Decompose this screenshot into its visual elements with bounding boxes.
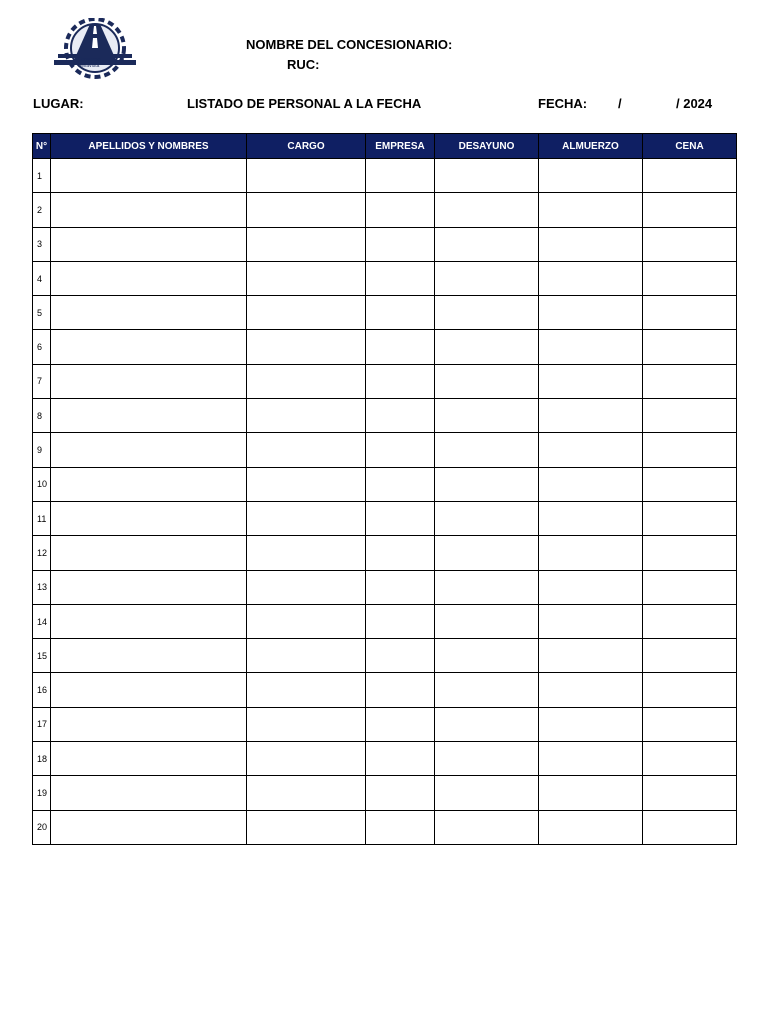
names-cell[interactable] (51, 261, 247, 295)
position-cell[interactable] (247, 810, 366, 844)
lunch-cell[interactable] (539, 536, 643, 570)
breakfast-cell[interactable] (435, 364, 539, 398)
row-number: 17 (33, 707, 51, 741)
table-row (33, 433, 737, 467)
names-cell[interactable] (51, 364, 247, 398)
company-cell[interactable] (366, 810, 435, 844)
position-cell[interactable] (247, 364, 366, 398)
names-cell[interactable] (51, 707, 247, 741)
dinner-cell[interactable] (643, 364, 737, 398)
row-number: 12 (33, 536, 51, 570)
dinner-cell[interactable] (643, 639, 737, 673)
table-row (33, 810, 737, 844)
position-cell[interactable] (247, 159, 366, 193)
lunch-cell[interactable] (539, 193, 643, 227)
breakfast-cell[interactable] (435, 742, 539, 776)
position-cell[interactable] (247, 570, 366, 604)
row-number: 19 (33, 776, 51, 810)
breakfast-cell[interactable] (435, 433, 539, 467)
position-cell[interactable] (247, 639, 366, 673)
position-cell[interactable] (247, 399, 366, 433)
row-number: 4 (33, 261, 51, 295)
col-breakfast-header: DESAYUNO (435, 134, 539, 159)
row-number: 2 (33, 193, 51, 227)
company-cell[interactable] (366, 399, 435, 433)
company-cell[interactable] (366, 296, 435, 330)
col-dinner-header: CENA (643, 134, 737, 159)
names-cell[interactable] (51, 227, 247, 261)
table-header-row (33, 134, 737, 159)
dinner-cell[interactable] (643, 399, 737, 433)
names-cell[interactable] (51, 604, 247, 638)
lunch-cell[interactable] (539, 639, 643, 673)
row-number: 9 (33, 433, 51, 467)
row-number: 13 (33, 570, 51, 604)
table-row (33, 399, 737, 433)
table-row (33, 227, 737, 261)
row-number: 1 (33, 159, 51, 193)
breakfast-cell[interactable] (435, 159, 539, 193)
row-number: 16 (33, 673, 51, 707)
breakfast-cell[interactable] (435, 673, 539, 707)
dinner-cell[interactable] (643, 261, 737, 295)
table-row (33, 673, 737, 707)
dinner-cell[interactable] (643, 296, 737, 330)
personnel-table (32, 133, 737, 845)
row-number: 5 (33, 296, 51, 330)
table-row (33, 467, 737, 501)
row-number: 10 (33, 467, 51, 501)
names-cell[interactable] (51, 776, 247, 810)
company-cell[interactable] (366, 536, 435, 570)
position-cell[interactable] (247, 776, 366, 810)
company-cell[interactable] (366, 776, 435, 810)
date-separator: / (618, 96, 622, 111)
dinner-cell[interactable] (643, 159, 737, 193)
ruc-label: RUC: (287, 57, 320, 72)
company-cell[interactable] (366, 467, 435, 501)
company-cell[interactable] (366, 364, 435, 398)
names-cell[interactable] (51, 673, 247, 707)
breakfast-cell[interactable] (435, 707, 539, 741)
table-row (33, 536, 737, 570)
gear-road-logo-icon (50, 18, 140, 80)
lunch-cell[interactable] (539, 467, 643, 501)
position-cell[interactable] (247, 467, 366, 501)
names-cell[interactable] (51, 330, 247, 364)
breakfast-cell[interactable] (435, 467, 539, 501)
table-row (33, 193, 737, 227)
company-cell[interactable] (366, 604, 435, 638)
place-label: LUGAR: (33, 96, 84, 111)
breakfast-cell[interactable] (435, 639, 539, 673)
date-label: FECHA: (538, 96, 588, 111)
table-row (33, 330, 737, 364)
position-cell[interactable] (247, 433, 366, 467)
lunch-cell[interactable] (539, 810, 643, 844)
breakfast-cell[interactable] (435, 776, 539, 810)
breakfast-cell[interactable] (435, 193, 539, 227)
breakfast-cell[interactable] (435, 261, 539, 295)
table-row (33, 159, 737, 193)
breakfast-cell[interactable] (435, 570, 539, 604)
names-cell[interactable] (51, 296, 247, 330)
position-cell[interactable] (247, 227, 366, 261)
lunch-cell[interactable] (539, 330, 643, 364)
company-cell[interactable] (366, 639, 435, 673)
table-row (33, 364, 737, 398)
row-number: 7 (33, 364, 51, 398)
table-row (33, 570, 737, 604)
table-row (33, 639, 737, 673)
row-number: 8 (33, 399, 51, 433)
breakfast-cell[interactable] (435, 501, 539, 535)
names-cell[interactable] (51, 193, 247, 227)
table-row (33, 296, 737, 330)
lunch-cell[interactable] (539, 501, 643, 535)
breakfast-cell[interactable] (435, 296, 539, 330)
company-cell[interactable] (366, 330, 435, 364)
dinner-cell[interactable] (643, 810, 737, 844)
table-row (33, 707, 737, 741)
names-cell[interactable] (51, 742, 247, 776)
position-cell[interactable] (247, 261, 366, 295)
col-number-header: N° (33, 134, 51, 159)
company-cell[interactable] (366, 742, 435, 776)
position-cell[interactable] (247, 707, 366, 741)
breakfast-cell[interactable] (435, 227, 539, 261)
lunch-cell[interactable] (539, 433, 643, 467)
names-cell[interactable] (51, 570, 247, 604)
company-cell[interactable] (366, 159, 435, 193)
table-row (33, 742, 737, 776)
dinner-cell[interactable] (643, 433, 737, 467)
dinner-cell[interactable] (643, 193, 737, 227)
lunch-cell[interactable] (539, 296, 643, 330)
position-cell[interactable] (247, 501, 366, 535)
names-cell[interactable] (51, 536, 247, 570)
lunch-cell[interactable] (539, 399, 643, 433)
lunch-cell[interactable] (539, 261, 643, 295)
dinner-cell[interactable] (643, 673, 737, 707)
company-cell[interactable] (366, 673, 435, 707)
dinner-cell[interactable] (643, 227, 737, 261)
dinner-cell[interactable] (643, 707, 737, 741)
position-cell[interactable] (247, 193, 366, 227)
position-cell[interactable] (247, 604, 366, 638)
concessionaire-label: NOMBRE DEL CONCESIONARIO: (246, 37, 453, 52)
position-cell[interactable] (247, 296, 366, 330)
row-number: 18 (33, 742, 51, 776)
row-number: 15 (33, 639, 51, 673)
lunch-cell[interactable] (539, 707, 643, 741)
list-title: LISTADO DE PERSONAL A LA FECHA (187, 96, 422, 111)
names-cell[interactable] (51, 810, 247, 844)
lunch-cell[interactable] (539, 570, 643, 604)
date-year: / 2024 (676, 96, 713, 111)
dinner-cell[interactable] (643, 536, 737, 570)
col-names-header: APELLIDOS Y NOMBRES (51, 134, 247, 159)
names-cell[interactable] (51, 399, 247, 433)
company-cell[interactable] (366, 433, 435, 467)
breakfast-cell[interactable] (435, 536, 539, 570)
dinner-cell[interactable] (643, 570, 737, 604)
col-position-header: CARGO (247, 134, 366, 159)
position-cell[interactable] (247, 330, 366, 364)
company-cell[interactable] (366, 261, 435, 295)
company-cell[interactable] (366, 227, 435, 261)
names-cell[interactable] (51, 433, 247, 467)
position-cell[interactable] (247, 742, 366, 776)
col-lunch-header: ALMUERZO (539, 134, 643, 159)
lunch-cell[interactable] (539, 673, 643, 707)
breakfast-cell[interactable] (435, 810, 539, 844)
dinner-cell[interactable] (643, 604, 737, 638)
company-cell[interactable] (366, 193, 435, 227)
company-cell[interactable] (366, 570, 435, 604)
lunch-cell[interactable] (539, 776, 643, 810)
row-number: 14 (33, 604, 51, 638)
breakfast-cell[interactable] (435, 330, 539, 364)
table-row (33, 604, 737, 638)
dinner-cell[interactable] (643, 776, 737, 810)
breakfast-cell[interactable] (435, 604, 539, 638)
position-cell[interactable] (247, 536, 366, 570)
names-cell[interactable] (51, 501, 247, 535)
table-row (33, 501, 737, 535)
dinner-cell[interactable] (643, 330, 737, 364)
lunch-cell[interactable] (539, 227, 643, 261)
dinner-cell[interactable] (643, 501, 737, 535)
lunch-cell[interactable] (539, 742, 643, 776)
row-number: 20 (33, 810, 51, 844)
lunch-cell[interactable] (539, 364, 643, 398)
row-number: 6 (33, 330, 51, 364)
table-row (33, 261, 737, 295)
logo-caption: Consorcio Bellavista (78, 57, 101, 69)
dinner-cell[interactable] (643, 742, 737, 776)
company-cell[interactable] (366, 501, 435, 535)
row-number: 11 (33, 501, 51, 535)
table-row (33, 776, 737, 810)
row-number: 3 (33, 227, 51, 261)
names-cell[interactable] (51, 159, 247, 193)
names-cell[interactable] (51, 639, 247, 673)
lunch-cell[interactable] (539, 604, 643, 638)
company-cell[interactable] (366, 707, 435, 741)
dinner-cell[interactable] (643, 467, 737, 501)
position-cell[interactable] (247, 673, 366, 707)
names-cell[interactable] (51, 467, 247, 501)
lunch-cell[interactable] (539, 159, 643, 193)
col-company-header: EMPRESA (366, 134, 435, 159)
breakfast-cell[interactable] (435, 399, 539, 433)
